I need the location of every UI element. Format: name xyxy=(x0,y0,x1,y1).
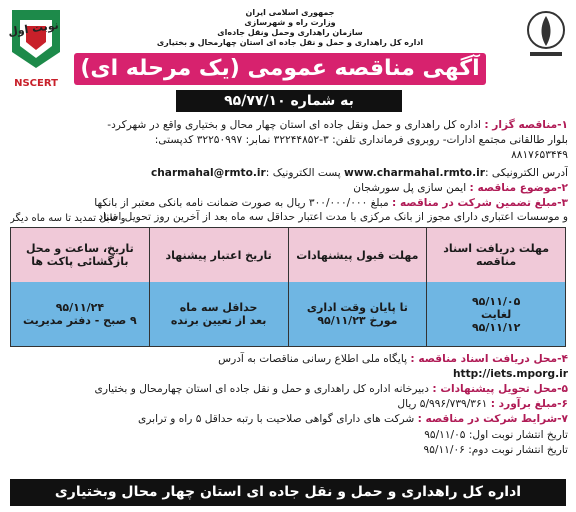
table-cell xyxy=(11,282,149,346)
text-delivery: دبیرخانه اداره کل راهداری و حمل و نقل جاده ای استان چهارمحال و بختیاری xyxy=(94,383,433,395)
cell-line: ۹۵/۱۱/۰۵ xyxy=(471,294,521,308)
table-column xyxy=(11,228,149,346)
docs-url-link[interactable]: http://iets.mporg.ir xyxy=(452,368,568,380)
footer-banner: اداره کل راهداری و حمل و نقل جاده ای استان چهار محال وبختیاری xyxy=(10,479,566,506)
text-tenderer: اداره کل راهداری و حمل ونقل جاده ای استان چهار محال و بختیاری واقع در شهرکرد- xyxy=(107,119,485,131)
label-conditions: ۷-شرایط شرکت در مناقصه : xyxy=(417,413,568,425)
text-guarantee: مبلغ ۳۰۰/۰۰۰/۰۰۰ ریال به صورت ضمانت نامه بانکی معتبر از بانکها xyxy=(94,197,393,209)
table-column xyxy=(149,228,288,346)
line-docs-url xyxy=(8,367,568,381)
line-first-publish: تاریخ انتشار نوبت اول: ۹۵/۱۱/۰۵ xyxy=(424,429,568,441)
table-header: تاریخ اعتبار پیشنهاد xyxy=(150,228,288,282)
label-docs-location: ۴-محل دریافت اسناد مناقصه : xyxy=(410,353,568,365)
iran-emblem-icon xyxy=(522,6,570,62)
org-line: سازمان راهداری وحمل ونقل جاده‌ای xyxy=(217,28,363,37)
cell-line: ۹۵/۱۱/۲۴ xyxy=(55,301,105,314)
text-docs-location: پایگاه ملی اطلاع رسانی مناقصات به آدرس xyxy=(218,353,411,365)
organization-header xyxy=(120,8,460,48)
table-cell xyxy=(150,282,288,346)
text-estimate: ۵/۹۹۶/۷۳۹/۳۶۱ ریال xyxy=(397,398,491,410)
ministry-logo-icon xyxy=(4,6,68,94)
cell-line: حداقل سه ماه xyxy=(179,301,258,314)
email-link[interactable]: charmahal@rmto.ir xyxy=(150,167,266,179)
line-subject xyxy=(8,181,568,195)
text-conditions: شرکت های دارای گواهی صلاحیت با رتبه حداقل ۵ راه و ترابری xyxy=(138,413,418,425)
label-estimate: ۶-مبلغ برآورد : xyxy=(490,398,568,410)
table-header: تاریخ، ساعت و محل بازگشائی پاکت ها xyxy=(11,228,149,282)
line-guarantee-3: و قابل تمدید تا سه ماه دیگر xyxy=(10,213,126,224)
line-guarantee-2: و موسسات اعتباری دارای مجوز از بانک مرکزی با مدت اعتبار حداقل سه ماه بعد از آخرین روز تحویل اسناد xyxy=(98,211,568,223)
org-line: جمهوری اسلامی ایران xyxy=(245,8,335,17)
cell-line: ۹۵/۱۱/۱۲ xyxy=(471,320,521,334)
cell-line: مورخ ۹۵/۱۱/۲۳ xyxy=(317,314,398,327)
org-line: اداره کل راهداری و حمل و نقل جاده ای استان چهارمحال و بختیاری xyxy=(156,38,424,47)
notice-number: به شماره ۹۵/۷۷/۱۰ xyxy=(176,90,402,112)
line-estimate xyxy=(8,397,568,411)
label-delivery: ۵-محل تحویل پیشنهادات : xyxy=(432,383,568,395)
line-postal: ۸۸۱۷۶۵۳۴۴۹ xyxy=(511,149,568,161)
logo-text: NSCERT xyxy=(14,78,58,89)
web-label: آدرس الکترونیکی : xyxy=(484,167,568,179)
line-web xyxy=(8,166,568,180)
label-guarantee: ۳-مبلغ تضمین شرکت در مناقصه : xyxy=(392,197,568,209)
table-column xyxy=(426,228,565,346)
website-link[interactable]: www.charmahal.rmto.ir xyxy=(344,167,485,179)
edition-stamp: نوبت اول xyxy=(7,18,60,39)
text-subject: ایمن سازی پل سورشجان xyxy=(353,182,470,194)
line-second-publish: تاریخ انتشار نوبت دوم: ۹۵/۱۱/۰۶ xyxy=(423,444,568,456)
table-cell xyxy=(289,282,427,346)
line-tenderer xyxy=(8,118,568,132)
cell-line: تا پایان وقت اداری xyxy=(306,301,408,314)
email-label: پست الکترونیک : xyxy=(265,167,345,179)
line-guarantee xyxy=(8,196,568,210)
table-cell xyxy=(427,282,565,346)
table-column xyxy=(288,228,427,346)
org-line: وزارت راه و شهرسازی xyxy=(244,18,336,27)
table-header: مهلت دریافت اسناد مناقصه xyxy=(427,228,565,282)
table-header: مهلت قبول پیشنهادات xyxy=(289,228,427,282)
label-subject: ۲-موضوع مناقصه : xyxy=(469,182,568,194)
cell-line: بعد از تعیین برنده xyxy=(170,314,267,327)
label-tenderer: ۱-مناقصه گزار : xyxy=(484,119,568,131)
notice-title: آگهی مناقصه عمومی (یک مرحله ای) xyxy=(74,53,486,85)
schedule-table xyxy=(10,227,566,347)
cell-line: ۹ صبح - دفتر مدیریت xyxy=(23,314,137,327)
line-conditions xyxy=(8,412,568,426)
line-delivery xyxy=(8,382,568,396)
cell-line: لغایت xyxy=(481,307,512,321)
line-address: بلوار طالقانی مجتمع ادارات- روبروی فرمانداری تلفن: ۳-۳۲۲۴۴۸۵۲ نمابر: ۳۲۲۵۰۹۹۷ کدپستی: xyxy=(154,134,568,146)
line-docs-location xyxy=(8,352,568,366)
